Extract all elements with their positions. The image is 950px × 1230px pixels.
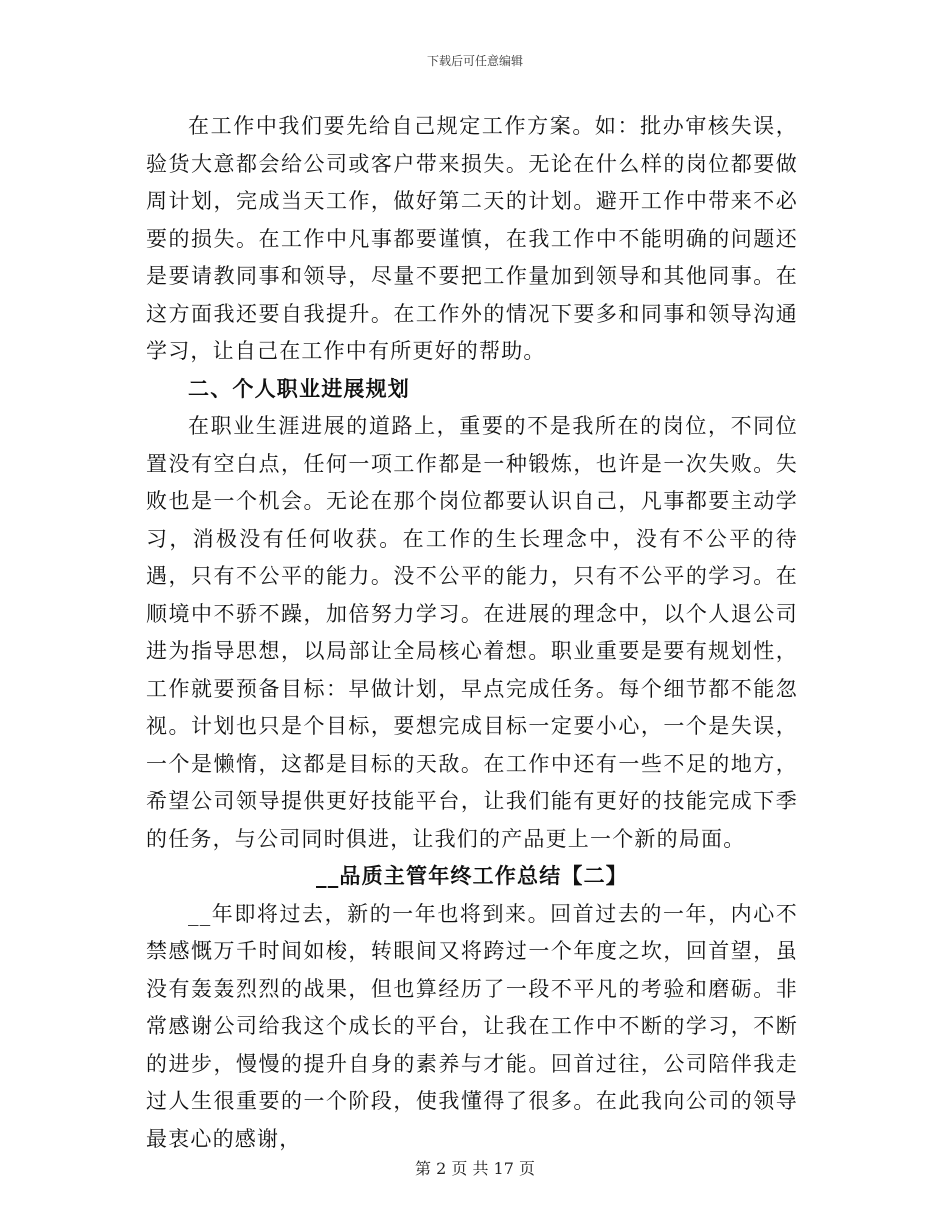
page-header-note: 下载后可任意编辑: [426, 54, 523, 68]
paragraph-year-review: __年即将过去，新的一年也将到来。回首过去的一年，内心不禁感慨万千时间如梭，转眼间又将跨过一个年度之坎，回首望，虽没有轰轰烈烈的战果，但也算经历了一段不平凡的考验和磨砺。非常感谢公司给我这个成长的平台，让我在工作中不断的学习，不断的进步，慢慢的提升自身的素养与才能。回首过往，公司陪伴我走过人生很重要的一个阶段，使我懂得了很多。在此我向公司的领导最衷心的感谢，: [146, 901, 798, 1151]
heading-career-plan: 二、个人职业进展规划: [188, 376, 410, 401]
document-body: [146, 108, 798, 1158]
paragraph-career-plan: 在职业生涯进展的道路上，重要的不是我所在的岗位，不同位置没有空白点，任何一项工作都是一种锻炼，也许是一次失败。失败也是一个机会。无论在那个岗位都要认识自己，凡事都要主动学习，消极没有任何收获。在工作的生长理念中，没有不公平的待遇，只有不公平的能力。没不公平的能力，只有不公平的学习。在顺境中不骄不躁，加倍努力学习。在进展的理念中，以个人退公司进为指导思想，以局部让全局核心着想。职业重要是要有规划性，工作就要预备目标：早做计划，早点完成任务。每个细节都不能忽视。计划也只是个目标，要想完成目标一定要小心，一个是失误，一个是懒惰，这都是目标的天敌。在工作中还有一些不足的地方，希望公司领导提供更好技能平台，让我们能有更好的技能完成下季的任务，与公司同时俱进，让我们的产品更上一个新的局面。: [146, 414, 798, 851]
page-number-footer: 第 2 页 共 17 页: [415, 1159, 535, 1178]
section-title-summary-two: __品质主管年终工作总结【二】: [316, 864, 628, 888]
paragraph-work-plan: 在工作中我们要先给自己规定工作方案。如：批办审核失误，验货大意都会给公司或客户带来损失。无论在什么样的岗位都要做周计划，完成当天工作，做好第二天的计划。避开工作中带来不必要的损失。在工作中凡事都要谨慎，在我工作中不能明确的问题还是要请教同事和领导，尽量不要把工作量加到领导和其他同事。在这方面我还要自我提升。在工作外的情况下要多和同事和领导沟通学习，让自己在工作中有所更好的帮助。: [146, 114, 798, 363]
